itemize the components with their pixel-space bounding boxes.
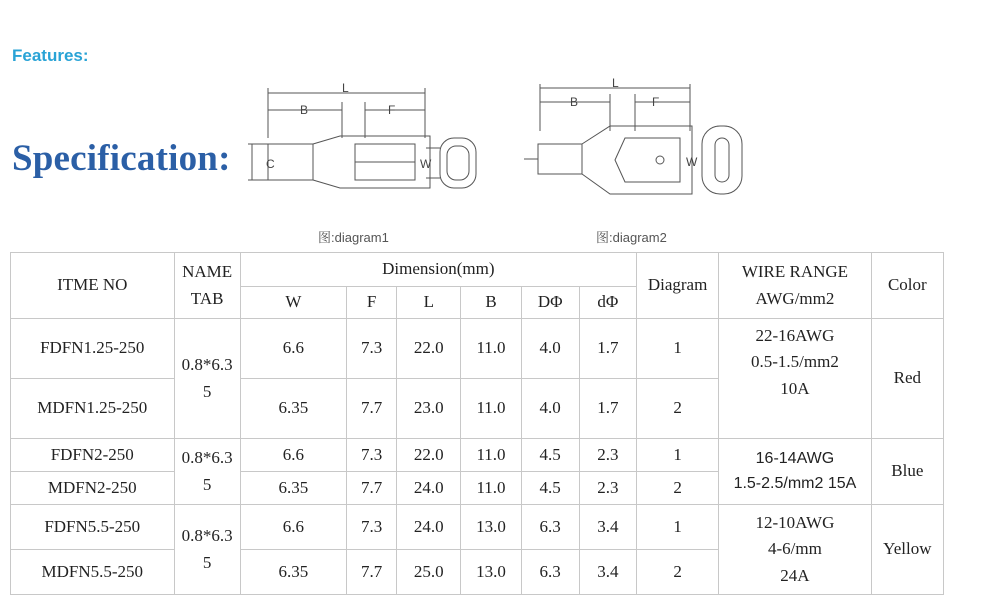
header-name-tab: [174, 253, 240, 319]
header-wire-range: [719, 253, 871, 319]
diagram1-label-l: L: [342, 81, 349, 95]
cell-diagram: 1: [636, 505, 718, 550]
cell-f: 7.7: [347, 550, 397, 595]
header-diagram: Diagram: [636, 253, 718, 319]
wire-range-line: 16-14AWG: [755, 449, 835, 467]
cell-l: 24.0: [397, 472, 461, 505]
name-tab-value-cont: 5: [202, 474, 212, 494]
table-row-item: FDFN5.5-250: [11, 505, 175, 550]
header-dimension: Dimension(mm): [240, 253, 636, 287]
table-row-item: MDFN5.5-250: [11, 550, 175, 595]
wire-range-cell: [719, 439, 871, 505]
cell-diagram: 1: [636, 439, 718, 472]
diagram2-label-f: F: [652, 95, 660, 109]
wire-range-line: 22-16AWG: [755, 326, 835, 345]
header-dim-f: F: [347, 287, 397, 319]
diagram1-label-b: B: [300, 103, 309, 117]
wire-range-line: 0.5-1.5/mm2: [751, 352, 839, 372]
name-tab-cell: [174, 319, 240, 439]
cell-w: 6.6: [240, 439, 346, 472]
header-dim-w: W: [240, 287, 346, 319]
cell-dphi-upper: 4.0: [521, 319, 579, 379]
cell-b: 13.0: [461, 550, 521, 595]
wire-range-line: 1.5-2.5/mm2 15A: [733, 474, 857, 492]
table-row-item: MDFN2-250: [11, 472, 175, 505]
header-item-no: ITME NO: [11, 253, 175, 319]
table-row-item: FDFN2-250: [11, 439, 175, 472]
header-tab: TAB: [190, 288, 224, 308]
cell-dphi-lower: 2.3: [579, 472, 636, 505]
diagram2-label-w: W: [686, 155, 698, 169]
cell-diagram: 1: [636, 319, 718, 379]
diagram1-drawing: [240, 78, 490, 208]
header-wire-range-line2: AWG/mm2: [755, 288, 835, 308]
name-tab-cell: [174, 505, 240, 595]
cell-diagram: 2: [636, 472, 718, 505]
table-row-item: MDFN1.25-250: [11, 379, 175, 439]
wire-range-cell: [719, 505, 871, 595]
cell-b: 11.0: [461, 319, 521, 379]
specification-table: [10, 252, 944, 595]
header-name: NAME: [182, 262, 233, 282]
cell-dphi-lower: 2.3: [579, 439, 636, 472]
cell-dphi-lower: 3.4: [579, 505, 636, 550]
cell-dphi-upper: 4.5: [521, 439, 579, 472]
wire-range-line: 10A: [780, 378, 810, 398]
cell-l: 22.0: [397, 439, 461, 472]
header-dim-dphi-upper: DΦ: [521, 287, 579, 319]
cell-dphi-upper: 6.3: [521, 550, 579, 595]
specification-heading: Specification:: [12, 138, 231, 179]
cell-w: 6.6: [240, 319, 346, 379]
cell-diagram: 2: [636, 550, 718, 595]
table-row-item: FDFN1.25-250: [11, 319, 175, 379]
diagram2-drawing: [520, 76, 770, 206]
color-cell: Red: [871, 319, 943, 439]
cell-w: 6.35: [240, 472, 346, 505]
cell-f: 7.3: [347, 505, 397, 550]
cell-b: 11.0: [461, 439, 521, 472]
diagram1-label-c: C: [266, 157, 275, 171]
diagram1-label-w: W: [420, 157, 432, 171]
diagram2-label-b: B: [570, 95, 579, 109]
cell-f: 7.7: [347, 472, 397, 505]
cell-b: 11.0: [461, 472, 521, 505]
cell-f: 7.3: [347, 439, 397, 472]
name-tab-cell: [174, 439, 240, 505]
wire-range-line: 12-10AWG: [755, 512, 835, 532]
cell-dphi-lower: 1.7: [579, 319, 636, 379]
cell-dphi-upper: 4.0: [521, 379, 579, 439]
wire-range-cell: [719, 319, 871, 439]
cell-dphi-lower: 1.7: [579, 379, 636, 439]
cell-l: 25.0: [397, 550, 461, 595]
cell-diagram: 2: [636, 379, 718, 439]
cell-w: 6.35: [240, 550, 346, 595]
cell-dphi-lower: 3.4: [579, 550, 636, 595]
cell-l: 22.0: [397, 319, 461, 379]
cell-b: 13.0: [461, 505, 521, 550]
cell-w: 6.6: [240, 505, 346, 550]
cell-w: 6.35: [240, 379, 346, 439]
name-tab-value-cont: 5: [202, 552, 212, 572]
name-tab-value: 0.8*6.3: [181, 448, 233, 468]
cell-l: 24.0: [397, 505, 461, 550]
header-dim-b: B: [461, 287, 521, 319]
diagram2-caption: 图:diagram2: [596, 230, 667, 245]
features-heading: Features:: [12, 46, 89, 65]
name-tab-value-cont: 5: [202, 381, 212, 401]
wire-range-line: 24A: [780, 565, 810, 585]
cell-b: 11.0: [461, 379, 521, 439]
name-tab-value: 0.8*6.3: [181, 526, 233, 546]
name-tab-value: 0.8*6.3: [181, 355, 233, 375]
header-wire-range-line1: WIRE RANGE: [741, 262, 849, 282]
color-cell: Blue: [871, 439, 943, 505]
cell-dphi-upper: 6.3: [521, 505, 579, 550]
cell-dphi-upper: 4.5: [521, 472, 579, 505]
cell-f: 7.3: [347, 319, 397, 379]
diagram1-caption: 图:diagram1: [318, 230, 389, 245]
diagram2-label-l: L: [612, 76, 619, 90]
diagram1-label-f: F: [388, 103, 396, 117]
wire-range-line: 4-6/mm: [768, 539, 822, 559]
header-dim-dphi-lower: dΦ: [579, 287, 636, 319]
header-color: Color: [871, 253, 943, 319]
cell-l: 23.0: [397, 379, 461, 439]
header-dim-l: L: [397, 287, 461, 319]
color-cell: Yellow: [871, 505, 943, 595]
cell-f: 7.7: [347, 379, 397, 439]
